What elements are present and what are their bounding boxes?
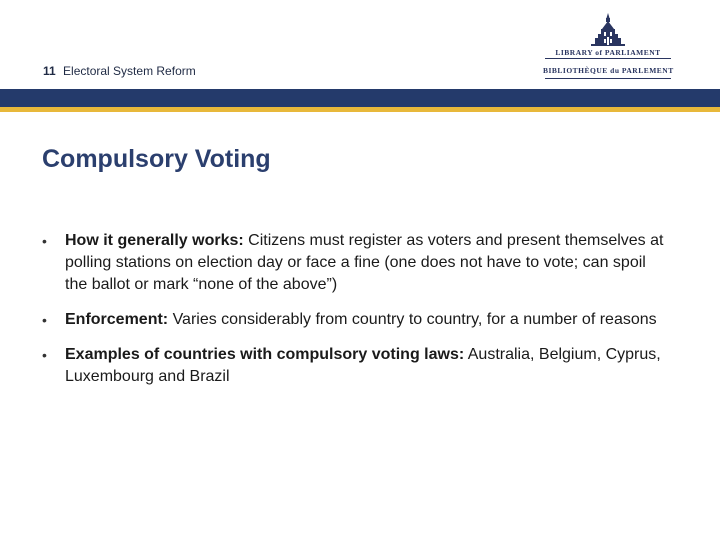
bullet-dot-icon: • xyxy=(42,233,47,249)
logo-text-english: LIBRARY of PARLIAMENT xyxy=(555,48,661,57)
logo-underline xyxy=(545,78,671,79)
bullet-dot-icon: • xyxy=(42,347,47,363)
library-of-parliament-logo xyxy=(543,12,673,82)
bullet-lead: How it generally works: xyxy=(65,232,244,249)
bullet-lead: Enforcement: xyxy=(65,311,169,328)
bullet-text: Citizens must register as voters and present themselves at polling stations on election day or face a fine (one does not have to vote; can spoil the ballot or mark “none of the above”) xyxy=(65,232,664,293)
slide-title: Compulsory Voting xyxy=(42,145,271,173)
bullet-item xyxy=(42,344,672,388)
bullet-text: Australia, Belgium, Cyprus, Luxembourg and Brazil xyxy=(65,346,661,385)
logo-text-french: BIBLIOTHÈQUE du PARLEMENT xyxy=(543,66,674,75)
section-number: 11 xyxy=(43,64,56,78)
header-band xyxy=(0,89,720,107)
parliament-building-icon xyxy=(543,12,673,46)
bullet-item xyxy=(42,309,672,331)
bullet-item xyxy=(42,230,672,296)
logo-divider xyxy=(545,58,671,59)
bullet-dot-icon: • xyxy=(42,312,47,328)
bullet-text: Varies considerably from country to country, for a number of reasons xyxy=(168,311,657,328)
header-accent-stripe xyxy=(0,107,720,112)
bullet-list xyxy=(42,230,672,401)
section-header xyxy=(43,64,196,78)
section-title: Electoral System Reform xyxy=(63,64,196,78)
bullet-lead: Examples of countries with compulsory voting laws: xyxy=(65,346,465,363)
